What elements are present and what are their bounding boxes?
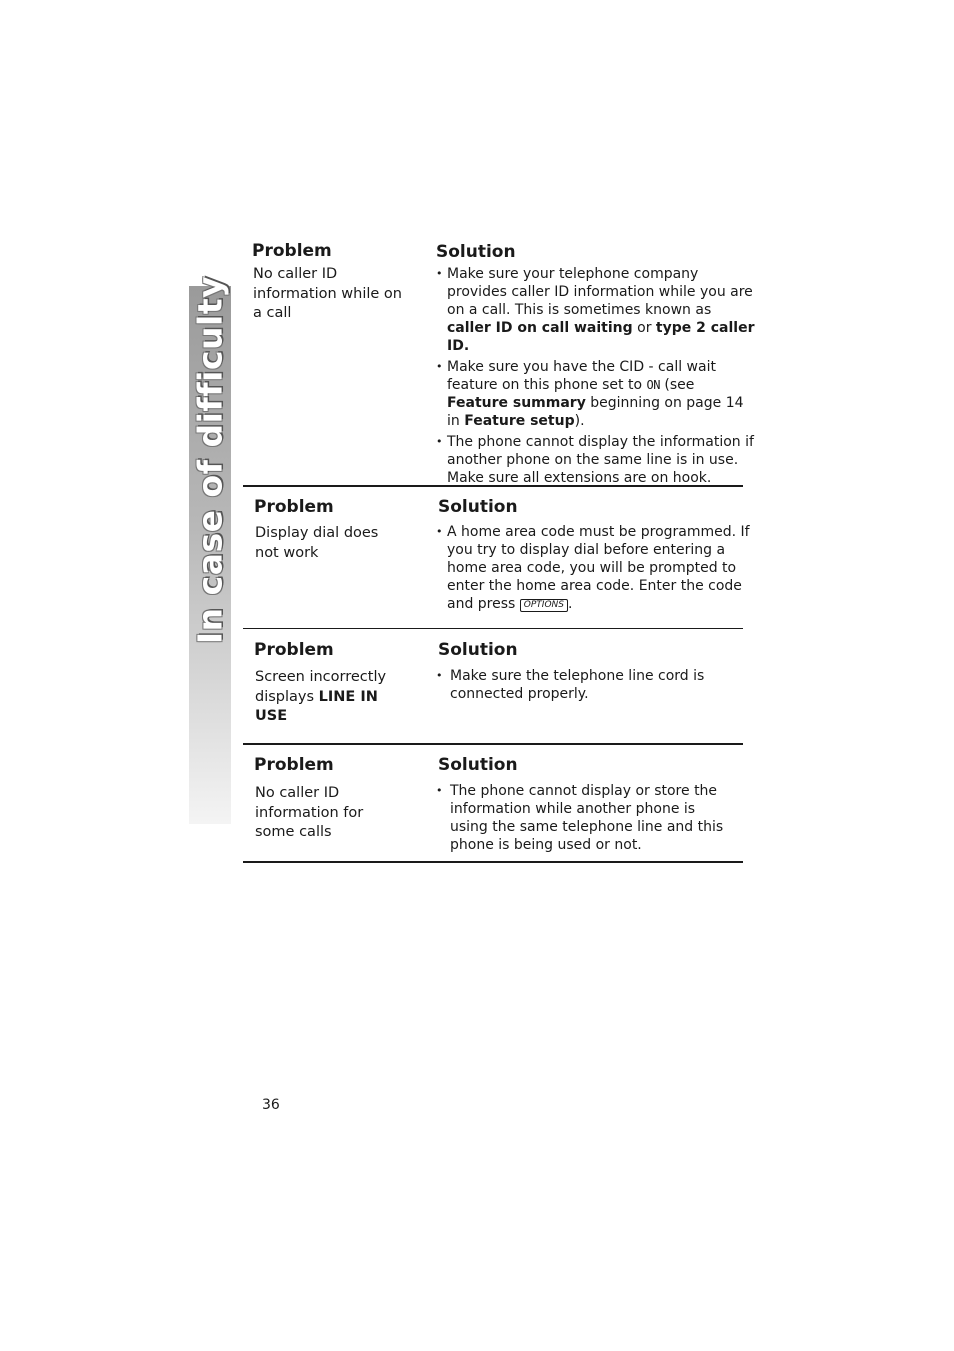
solution-text: Make sure the telephone line cord is connected properly. — [450, 668, 705, 702]
solution-text: A home area code must be programmed. If you try to display dial before entering a home area code, you will be prompted to enter the home area code. Enter the code and press — [447, 524, 750, 612]
page-number: 36 — [262, 1097, 280, 1113]
solution-heading: Solution — [438, 755, 518, 775]
solution-text: (see — [659, 377, 695, 393]
solution-emphasis: Feature summary — [447, 395, 586, 411]
problem-description — [255, 668, 405, 727]
troubleshooting-row-caller-id-some-calls — [243, 745, 743, 863]
options-key-icon: OPTIONS — [520, 599, 568, 612]
solution-item — [436, 667, 756, 703]
solution-item — [436, 265, 756, 355]
solution-emphasis: Feature setup — [464, 413, 575, 429]
solution-list — [436, 523, 756, 616]
troubleshooting-row-display-dial — [243, 486, 750, 629]
problem-description: Display dial does not work — [255, 525, 379, 561]
solution-item — [436, 433, 756, 487]
solution-emphasis: caller ID on call waiting — [447, 320, 633, 336]
solution-text: ). — [574, 413, 585, 429]
solution-text: . — [567, 596, 573, 612]
problem-description: No caller ID information for some calls — [255, 785, 364, 840]
solution-text: Make sure your telephone company provides caller ID information while you are on a call. This is sometimes known as — [447, 266, 753, 318]
solution-list — [436, 667, 756, 706]
troubleshooting-row-line-in-use — [243, 629, 743, 745]
solution-item — [436, 523, 756, 613]
solution-emphasis: type 2 caller ID. — [447, 320, 755, 354]
problem-heading: Problem — [254, 755, 334, 775]
problem-emphasis: LINE IN USE — [255, 688, 378, 724]
solution-item — [436, 782, 736, 854]
solution-list — [436, 265, 756, 490]
troubleshooting-row-caller-id-on-call — [243, 238, 755, 487]
solution-list — [436, 782, 736, 857]
solution-heading: Solution — [438, 640, 518, 660]
solution-item — [436, 358, 756, 430]
solution-text: beginning on page 14 in — [447, 395, 744, 429]
solution-heading: Solution — [438, 497, 518, 517]
problem-heading: Problem — [252, 241, 332, 261]
solution-text: or — [632, 320, 656, 336]
solution-text: The phone cannot display the information if another phone on the same line is in use. Make sure all extensions are on hook. — [447, 434, 754, 486]
problem-heading: Problem — [254, 497, 334, 517]
solution-heading: Solution — [436, 242, 516, 262]
solution-text: Make sure you have the CID - call wait feature on this phone set to — [447, 359, 716, 393]
solution-text: The phone cannot display or store the information while another phone is using the same telephone line and this phone is being used or not. — [450, 783, 724, 853]
problem-description: No caller ID information while on a call — [253, 266, 402, 321]
section-tab-title: In case of difficulty — [190, 275, 230, 645]
problem-text: Screen incorrectly displays — [255, 669, 387, 705]
lcd-display-text: ON — [646, 378, 660, 392]
problem-heading: Problem — [254, 640, 334, 660]
